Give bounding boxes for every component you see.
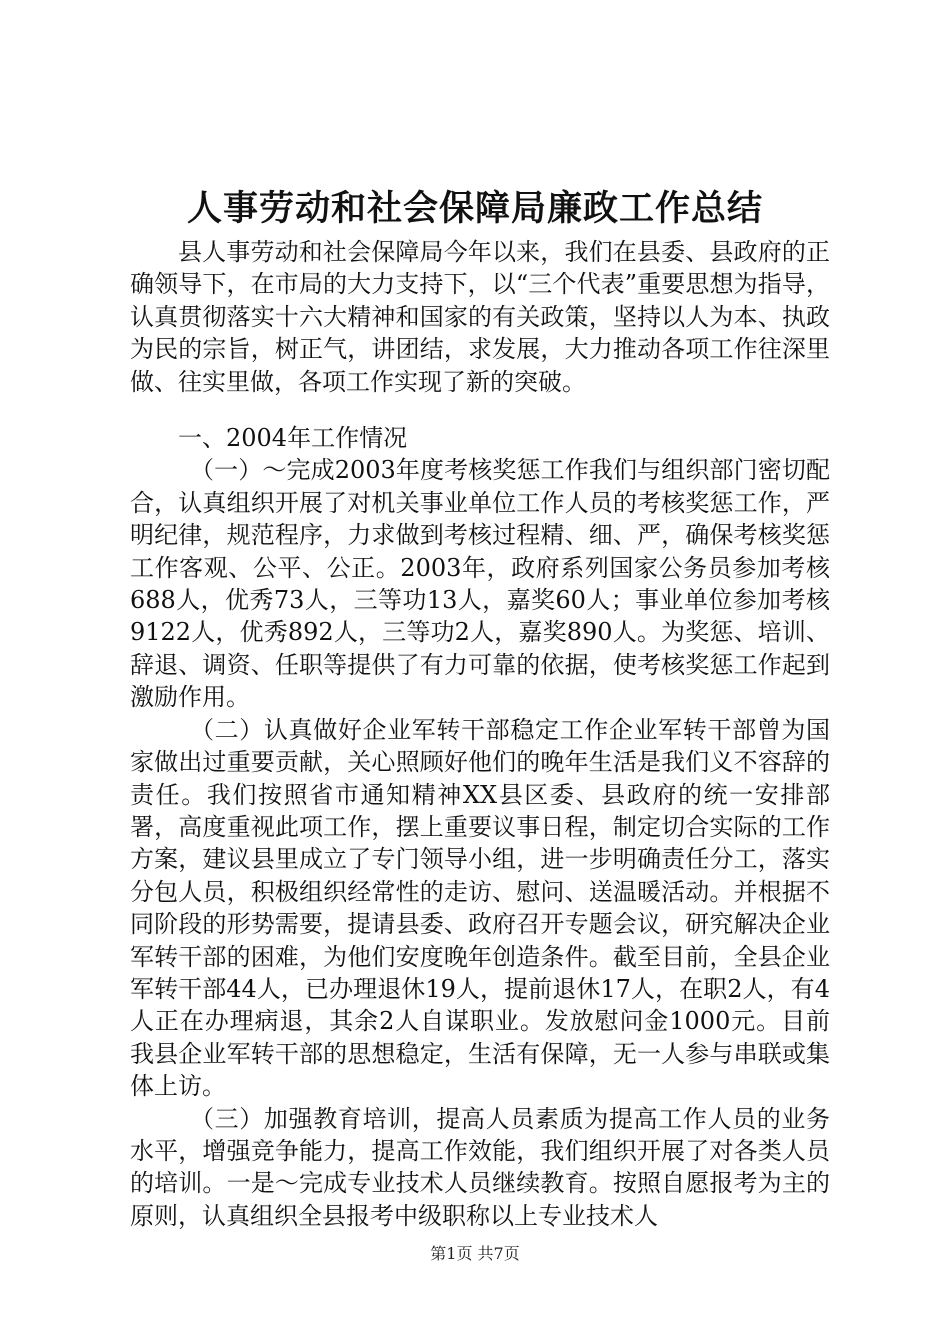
paragraph-3: （三）加强教育培训，提高人员素质为提高工作人员的业务水平，增强竞争能力，提高工作效能，我们组织开展了对各类人员的培训。一是～完成专业技术人员继续教育。按照自愿报考为主的原则，认真组织全县报考中级职称以上专业技术人 <box>130 1104 830 1230</box>
section-heading: 一、2004年工作情况 <box>178 424 408 453</box>
document-body <box>130 236 830 1232</box>
paragraph-2: （二）认真做好企业军转干部稳定工作企业军转干部曾为国家做出过重要贡献，关心照顾好他们的晚年生活是我们义不容辞的责任。我们按照省市通知精神XX县区委、县政府的统一安排部署，高度重视此项工作，摆上重要议事日程，制定切合实际的工作方案，建议县里成立了专门领导小组，进一步明确责任分工，落实分包人员，积极组织经常性的走访、慰问、送温暖活动。并根据不同阶段的形势需要，提请县委、政府召开专题会议，研究解决企业军转干部的困难，为他们安度晚年创造条件。截至目前，全县企业军转干部44人，已办理退休19人，提前退休17人，在职2人，有4人正在办理病退，其余2人自谋职业。发放慰问金1000元。目前我县企业军转干部的思想稳定，生活有保障，无一人参与串联或集体上访。 <box>130 715 830 1101</box>
intro-paragraph: 县人事劳动和社会保障局今年以来，我们在县委、县政府的正确领导下，在市局的大力支持下，以“三个代表”重要思想为指导，认真贯彻落实十六大精神和国家的有关政策，坚持以人为本、执政为民的宗旨，树正气，讲团结，求发展，大力推动各项工作往深里做、往实里做，各项工作实现了新的突破。 <box>130 238 830 396</box>
document-title: 人事劳动和社会保障局廉政工作总结 <box>186 188 763 229</box>
paragraph-1: （一）～完成2003年度考核奖惩工作我们与组织部门密切配合，认真组织开展了对机关事业单位工作人员的考核奖惩工作，严明纪律，规范程序，力求做到考核过程精、细、严，确保考核奖惩工作客观、公平、公正。2003年，政府系列国家公务员参加考核688人，优秀73人，三等功13人，嘉奖60人；事业单位参加考核9122人，优秀892人，三等功2人，嘉奖890人。为奖惩、培训、辞退、调资、任职等提供了有力可靠的依据，使考核奖惩工作起到激励作用。 <box>130 456 830 712</box>
page-footer: 第1页 共7页 <box>430 1244 520 1263</box>
